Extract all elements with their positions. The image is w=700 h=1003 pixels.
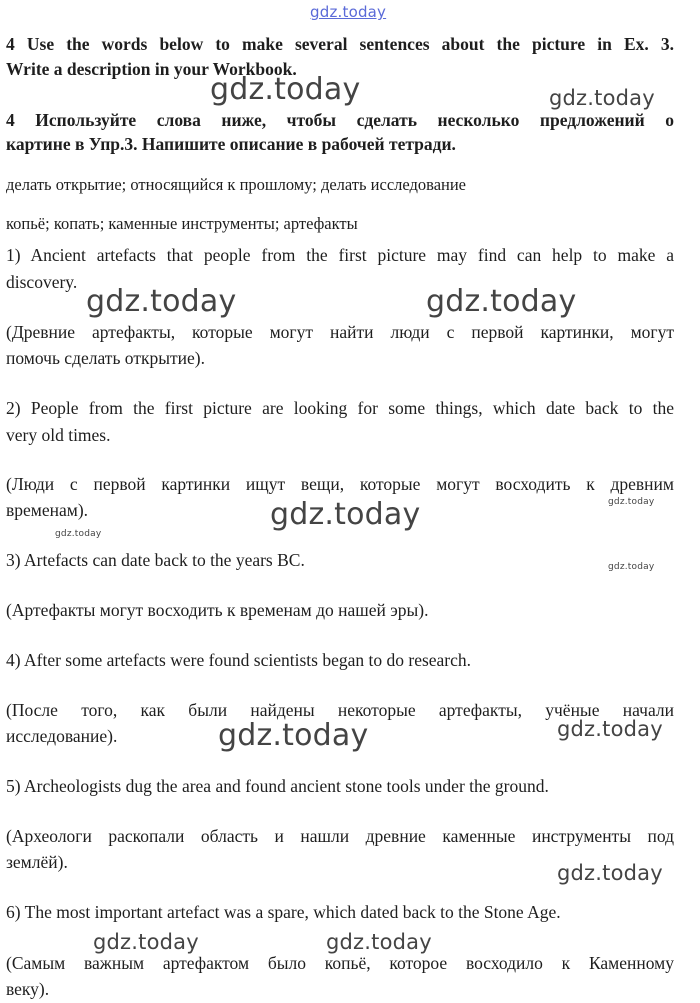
- answer-4-en-line1: 4) After some artefacts were found scientists began to do research.: [6, 650, 472, 670]
- answer-1-ru-line1: (Древние артефакты, которые могут найти люди с первой картинки, могут: [6, 322, 674, 342]
- watermark: gdz.today: [270, 497, 421, 532]
- header-watermark[interactable]: gdz.today: [310, 3, 387, 21]
- watermark: gdz.today: [93, 930, 199, 954]
- watermark: gdz.today: [326, 930, 432, 954]
- answer-6-en-line1: 6) The most important artefact was a spare, which dated back to the Stone Age.: [6, 902, 561, 922]
- watermark: gdz.today: [557, 717, 663, 741]
- answer-4-ru-line2: исследование).: [6, 726, 118, 746]
- word-list-line1: делать открытие; относящийся к прошлому; делать исследование: [6, 175, 467, 194]
- watermark: gdz.today: [86, 284, 237, 319]
- task-heading-ru-line1: 4 Используйте слова ниже, чтобы сделать несколько предложений о: [6, 110, 674, 130]
- watermark: gdz.today: [210, 72, 361, 107]
- watermark: gdz.today: [218, 718, 369, 753]
- answer-5-ru-line1: (Археологи раскопали область и нашли древние каменные инструменты под: [6, 826, 674, 846]
- answer-2-en-line2: very old times.: [6, 425, 111, 445]
- task-heading-en-line1: 4 Use the words below to make several sentences about the picture in Ex. 3.: [6, 34, 674, 54]
- answer-6-ru-line2: веку).: [6, 979, 50, 999]
- watermark: gdz.today: [426, 284, 577, 319]
- task-heading-en-line2: Write a description in your Workbook.: [6, 59, 297, 79]
- answer-1-ru-line2: помочь сделать открытие).: [6, 348, 205, 368]
- answer-4-ru-line1: (После того, как были найдены некоторые артефакты, учёные начали: [6, 700, 674, 720]
- watermark: gdz.today: [608, 497, 655, 507]
- task-heading-ru-line2: картине в Упр.3. Напишите описание в рабочей тетради.: [6, 134, 456, 154]
- watermark: gdz.today: [608, 562, 655, 572]
- watermark: gdz.today: [55, 529, 102, 539]
- answer-2-ru-line1: (Люди с первой картинки ищут вещи, которые могут восходить к древним: [6, 474, 674, 494]
- answer-2-ru-line2: временам).: [6, 500, 89, 520]
- answer-1-en-line2: discovery.: [6, 272, 78, 292]
- answer-1-en-line1: 1) Ancient artefacts that people from the first picture may find can help to make a: [6, 245, 674, 265]
- watermark: gdz.today: [557, 861, 663, 885]
- watermark: gdz.today: [549, 86, 655, 110]
- answer-3-ru-line1: (Артефакты могут восходить к временам до нашей эры).: [6, 600, 429, 620]
- answer-6-ru-line1: (Самым важным артефактом было копьё, которое восходило к Каменному: [6, 953, 674, 973]
- answer-5-en-line1: 5) Archeologists dug the area and found ancient stone tools under the ground.: [6, 776, 549, 796]
- answer-3-en-line1: 3) Artefacts can date back to the years BC.: [6, 550, 305, 570]
- word-list-line2: копьё; копать; каменные инструменты; артефакты: [6, 214, 358, 233]
- answer-2-en-line1: 2) People from the first picture are looking for some things, which date back to the: [6, 398, 674, 418]
- answer-5-ru-line2: землёй).: [6, 852, 68, 872]
